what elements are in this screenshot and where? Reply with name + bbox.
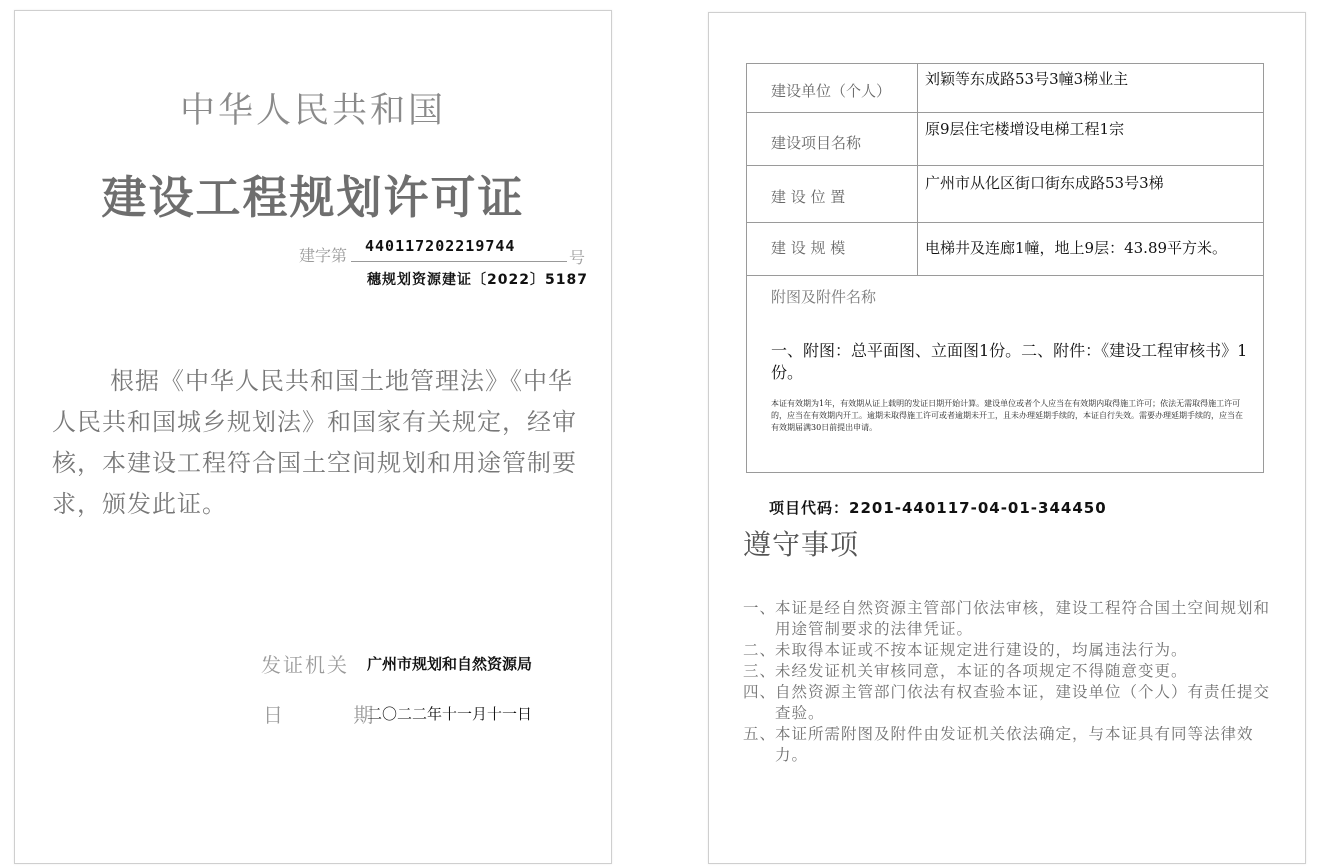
rule-text: 未经发证机关审核同意，本证的各项规定不得随意变更。 — [775, 662, 1188, 680]
permit-number: 440117202219744 — [365, 237, 516, 255]
project-info-table — [746, 63, 1264, 473]
attachments-label: 附图及附件名称 — [771, 288, 877, 306]
table-row — [747, 113, 1263, 166]
rule-text: 本证所需附图及附件由发证机关依法确定，与本证具有同等法律效力。 — [775, 725, 1254, 764]
rule-text: 未取得本证或不按本证规定进行建设的，均属违法行为。 — [775, 641, 1188, 659]
number-suffix: 号 — [569, 248, 586, 267]
list-item — [743, 661, 1283, 682]
list-item — [743, 724, 1283, 766]
permit-title: 建设工程规划许可证 — [101, 171, 525, 224]
attachments-text: 一、附图：总平面图、立面图1份。二、附件：《建设工程审核书》1份。 — [771, 341, 1248, 382]
issue-date: 二〇二二年十一月十一日 — [367, 705, 533, 723]
table-label-cell — [747, 64, 918, 112]
notice-title: 遵守事项 — [743, 528, 860, 561]
rule-number: 四、 — [743, 683, 777, 701]
number-prefix: 建字第 — [299, 246, 348, 265]
permit-body-text: 根据《中华人民共和国土地管理法》《中华人民共和国城乡规划法》和国家有关规定，经审核，本建设工程符合国土空间规划和用途管制要求，颁发此证。 — [52, 367, 577, 518]
issuer-name: 广州市规划和自然资源局 — [367, 655, 533, 673]
project-code — [769, 497, 1107, 518]
permit-right-page — [708, 12, 1306, 864]
number-underline — [351, 261, 567, 262]
list-item — [743, 640, 1283, 661]
row-label-builder: 建设单位（个人） — [771, 82, 892, 100]
permit-body — [52, 361, 592, 525]
rule-text: 本证是经自然资源主管部门依法审核，建设工程符合国土空间规划和用途管制要求的法律凭证。 — [775, 599, 1271, 638]
table-row — [747, 223, 1263, 276]
table-label-cell — [747, 166, 918, 222]
notice-rules-list — [743, 598, 1283, 766]
rule-number: 一、 — [743, 599, 777, 617]
row-value-builder: 刘颖等东成路53号3幢3梯业主 — [925, 70, 1129, 88]
list-item — [743, 682, 1283, 724]
table-label-cell — [747, 223, 918, 275]
list-item — [743, 598, 1283, 640]
country-name: 中华人民共和国 — [179, 91, 446, 131]
project-code-value: 2201-440117-04-01-344450 — [849, 499, 1107, 517]
row-value-location: 广州市从化区街口街东成路53号3梯 — [925, 174, 1164, 192]
project-code-label: 项目代码： — [769, 499, 850, 517]
rule-number: 五、 — [743, 725, 777, 743]
row-value-scale: 电梯井及连廊1幢，地上9层：43.89平方米。 — [925, 239, 1228, 257]
row-label-location: 建 设 位 置 — [771, 188, 846, 206]
validity-note: 本证有效期为1年，有效期从证上载明的发证日期开始计算。建设单位或者个人应当在有效期内取得施工许可；依法无需取得施工许可的，应当在有效期内开工。逾期未取得施工许可或者逾期未开工，且未办理延期手续的，本证自行失效。需要办理延期手续的，应当在有效期届满30日前提出申请。 — [771, 399, 1243, 432]
rule-number: 三、 — [743, 662, 777, 680]
rule-text: 自然资源主管部门依法有权查验本证，建设单位（个人）有责任提交查验。 — [775, 683, 1271, 722]
permit-left-page — [14, 10, 612, 864]
date-label: 日 期 — [263, 703, 406, 727]
row-value-project-name: 原9层住宅楼增设电梯工程1宗 — [925, 120, 1125, 138]
row-label-scale: 建 设 规 模 — [771, 239, 846, 257]
table-row — [747, 64, 1263, 113]
table-row — [747, 166, 1263, 223]
rule-number: 二、 — [743, 641, 777, 659]
row-label-project-name: 建设项目名称 — [771, 134, 862, 152]
issuer-label: 发证机关 — [261, 653, 349, 677]
document-number: 穗规划资源建证〔2022〕5187 — [367, 272, 588, 288]
table-label-cell — [747, 113, 918, 165]
